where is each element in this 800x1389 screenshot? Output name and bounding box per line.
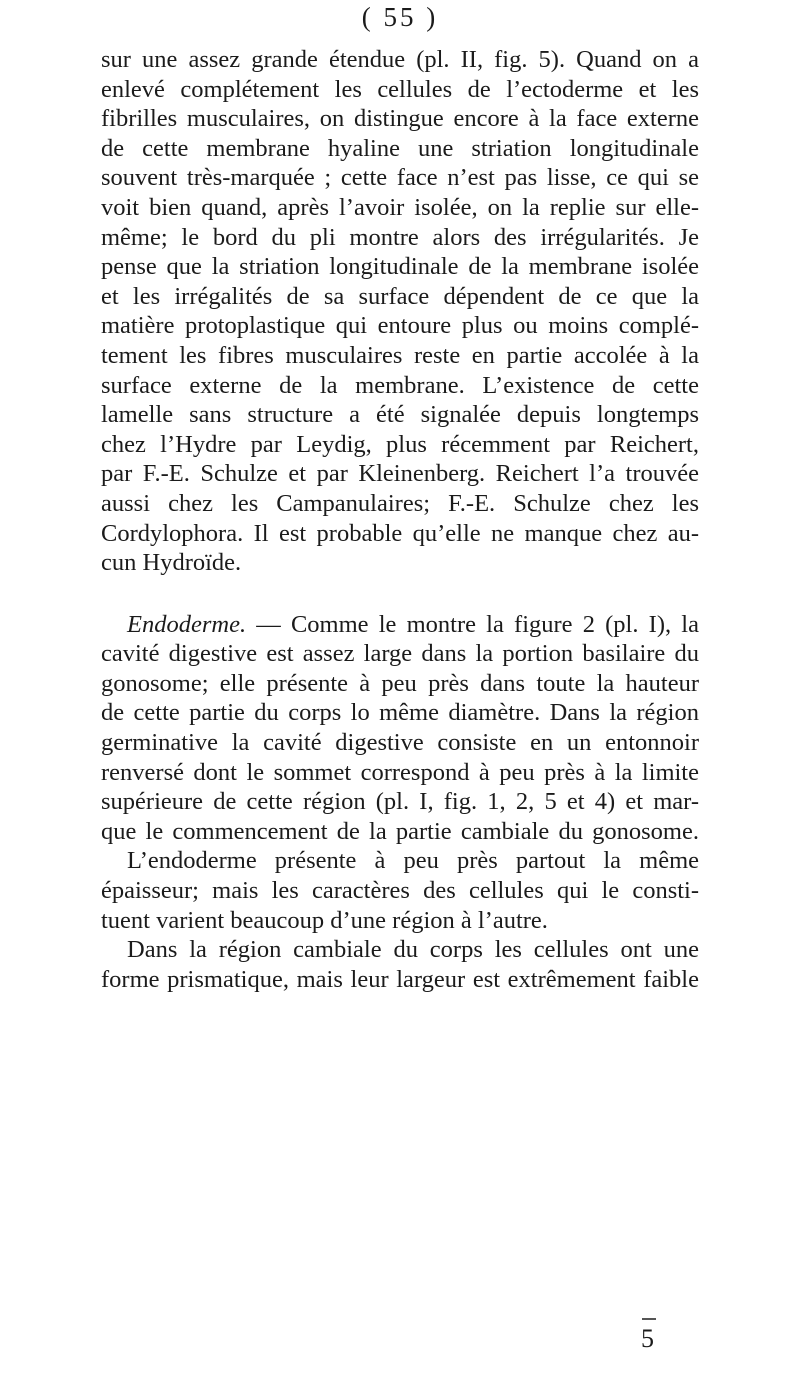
text-line: de cette partie du corps lo même diamètre. Dans la région — [101, 699, 699, 727]
text-line: fibrilles musculaires, on distingue encore à la face externe — [101, 105, 699, 133]
text-line: sur une assez grande étendue (pl. II, fig. 5). Quand on a — [101, 46, 699, 73]
text-line: cun Hydroïde. — [101, 549, 242, 577]
text-line: enlevé complétement les cellules de l’ectoderme et les — [101, 75, 699, 103]
text-line: tuent varient beaucoup d’une région à l’autre. — [101, 906, 548, 934]
text-line: voit bien quand, après l’avoir isolée, on la replie sur elle- — [101, 193, 699, 221]
text-line: cavité digestive est assez large dans la portion basilaire du — [101, 640, 699, 668]
text-line: de cette membrane hyaline une striation longitudinale — [101, 134, 699, 162]
text-line: L’endoderme présente à peu près partout la même — [127, 847, 699, 875]
body-text — [101, 45, 699, 994]
text-line — [101, 610, 699, 640]
text-line: surface externe de la membrane. L’existence de cette — [101, 371, 699, 399]
signature-rule — [642, 1318, 656, 1320]
text-line: lamelle sans structure a été signalée depuis longtemps — [101, 401, 699, 429]
paragraph-continuation — [101, 45, 699, 578]
text-line: tement les fibres musculaires reste en partie accolée à la — [101, 341, 699, 369]
text-line: chez l’Hydre par Leydig, plus récemment par Reichert, — [101, 430, 699, 458]
section-heading: Endoderme. — [127, 610, 247, 638]
paragraph-endoderme — [101, 610, 699, 936]
text-line: souvent très-marquée ; cette face n’est pas lisse, ce qui se — [101, 164, 699, 192]
text-line: germinative la cavité digestive consiste en un entonnoir — [101, 729, 699, 757]
page-number: ( 55 ) — [361, 2, 439, 32]
text-line: épaisseur; mais les caractères des cellules qui le consti- — [101, 877, 699, 905]
text-line: aussi chez les Campanulaires; F.-E. Schulze chez les — [101, 489, 699, 517]
text-line: par F.-E. Schulze et par Kleinenberg. Reichert l’a trouvée — [101, 460, 699, 488]
signature-mark: 5 — [641, 1324, 654, 1353]
text-line: renversé dont le sommet correspond à peu près à la limite — [101, 758, 699, 786]
text-line: forme prismatique, mais leur largeur est extrêmement faible — [101, 965, 699, 993]
text-line: pense que la striation longitudinale de la membrane isolée — [101, 253, 699, 281]
text-line: Dans la région cambiale du corps les cellules ont une — [127, 936, 699, 964]
paragraph-cambiale — [101, 935, 699, 994]
text-line: Cordylophora. Il est probable qu’elle ne manque chez au- — [101, 519, 699, 547]
text-fragment: — Comme le montre la figure 2 (pl. I), la — [246, 610, 699, 638]
text-line: que le commencement de la partie cambiale du gonosome. — [101, 817, 699, 845]
text-line: même; le bord du pli montre alors des irrégularités. Je — [101, 223, 699, 251]
text-line: et les irrégalités de sa surface dépendent de ce que la — [101, 282, 699, 310]
text-line: gonosome; elle présente à peu près dans toute la hauteur — [101, 669, 699, 697]
text-line: matière protoplastique qui entoure plus ou moins complé- — [101, 312, 699, 340]
text-line: supérieure de cette région (pl. I, fig. 1, 2, 5 et 4) et mar- — [101, 788, 699, 816]
